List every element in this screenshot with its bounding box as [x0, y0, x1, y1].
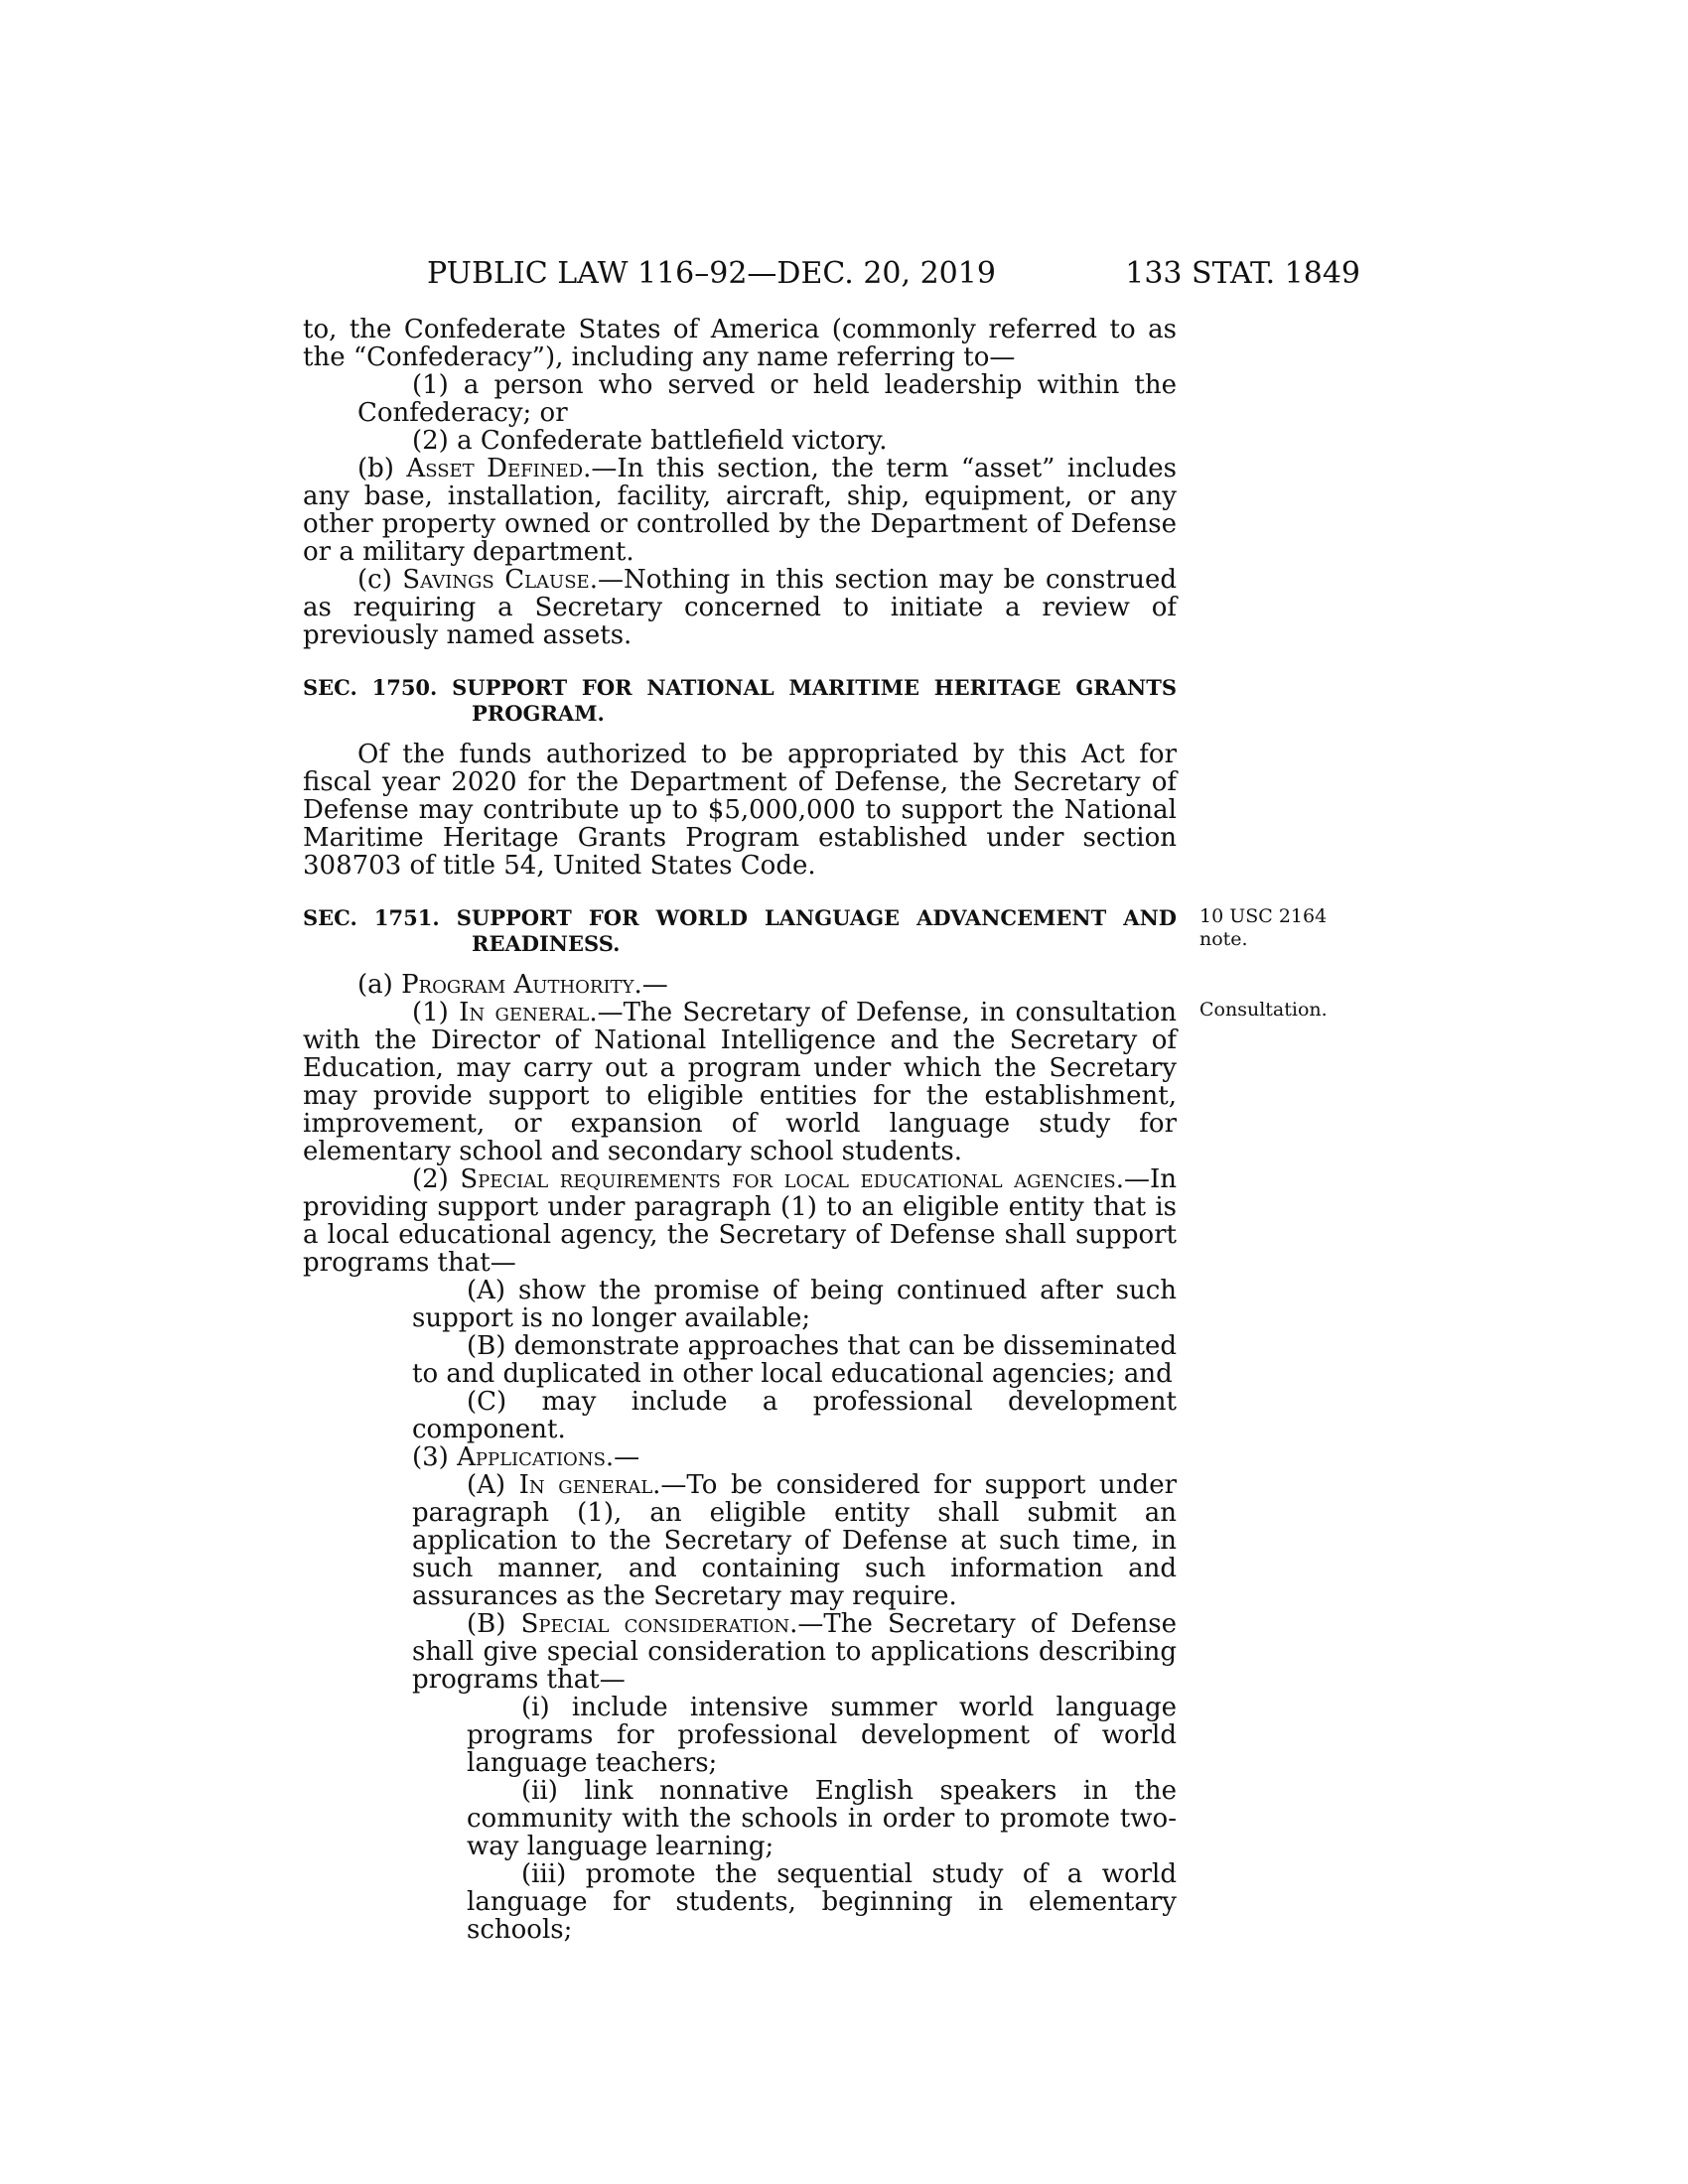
paragraph-a3-B-heading: Special consideration: [520, 1609, 790, 1639]
intro-paragraph: to, the Confederate States of America (commonly referred to as the “Confederacy”), including any name referring to—: [303, 315, 1177, 372]
paragraph-a1-label: (1): [412, 998, 460, 1027]
intro-item-2: (2) a Confederate battlefield victory.: [412, 426, 888, 456]
section-1751-heading-text: SEC. 1751. SUPPORT FOR WORLD LANGUAGE ADVANCEMENT AND READINESS.: [303, 905, 1177, 956]
paragraph-a1: [303, 998, 1328, 1166]
subsection-c-label: (c): [357, 565, 403, 595]
paragraph-a2-text: .—In providing support under paragraph (1) to an eligible entity that is a local educational agency, the Secretary of Defense shall support programs that—: [303, 1164, 1177, 1278]
paragraph-a3-label: (3): [412, 1442, 458, 1472]
paragraph-a2-A: (A) show the promise of being continued after such support is no longer available;: [412, 1276, 1177, 1333]
intro-item-1-text: (1) a person who served or held leadership within the Confederacy; or: [357, 370, 1177, 428]
subsection-a-label: (a): [357, 970, 402, 1000]
subsection-b-text: .—In this section, the term “asset” includes any base, installation, facility, aircraft, ship, equipment, or any other property owned or controlled by the Department of Defense or a military department.: [303, 454, 1177, 567]
subsection-a-tail: .—: [633, 970, 668, 1000]
clause-i: (i) include intensive summer world language programs for professional development of world language teachers;: [467, 1693, 1177, 1778]
paragraph-a3-tail: .—: [605, 1442, 640, 1472]
paragraph-a3-heading: Applications: [457, 1442, 606, 1472]
paragraph-a2-C: (C) may include a professional development component.: [412, 1387, 1177, 1444]
subsection-c-heading: Savings Clause: [402, 565, 590, 595]
paragraph-a2-heading: Special requirements for local educational agencies: [460, 1164, 1116, 1194]
running-header: [427, 256, 1360, 296]
paragraph-a3-A: [303, 1471, 1177, 1610]
paragraph-a1-heading: In general: [459, 998, 590, 1027]
paragraph-a3-B-label: (B): [467, 1609, 521, 1639]
section-1751-heading: [303, 905, 1328, 957]
subsection-b: [303, 455, 1177, 566]
subsection-b-heading: Asset Defined: [406, 454, 584, 483]
page-body: [303, 315, 1328, 1945]
paragraph-a3-A-heading: In general: [518, 1470, 653, 1500]
clause-iii: (iii) promote the sequential study of a world language for students, beginning in elementary schools;: [467, 1859, 1177, 1945]
section-1750-text: Of the funds authorized to be appropriated by this Act for fiscal year 2020 for the Department of Defense, the Secretary of Defense may contribute up to $5,000,000 to support the National Maritime Heritage Grants Program established under section 308703 of title 54, United States Code.: [303, 740, 1177, 881]
margin-note-usc: 10 USC 2164 note.: [1199, 905, 1328, 950]
paragraph-a3-B: [303, 1610, 1177, 1694]
subsection-b-label: (b): [357, 454, 407, 483]
subsection-a-heading: Program Authority: [401, 970, 634, 1000]
subsection-a: [303, 971, 1177, 999]
paragraph-a2: [303, 1165, 1177, 1277]
paragraph-a3: [303, 1443, 1177, 1471]
paragraph-a3-B-text: .—The Secretary of Defense shall give special consideration to applications describing programs that—: [412, 1609, 1177, 1695]
paragraph-a2-label: (2): [412, 1164, 461, 1194]
paragraph-a1-text: .—The Secretary of Defense, in consultation with the Director of National Intelligence and the Secretary of Education, may carry out a program under which the Secretary may provide support to eligible entities for the establishment, improvement, or expansion of world language study for elementary school and secondary school students.: [303, 998, 1178, 1166]
paragraph-a3-A-text: .—To be considered for support under paragraph (1), an eligible entity shall submit an application to the Secretary of Defense at such time, in such manner, and containing such information and assurances as the Secretary may require.: [412, 1470, 1178, 1611]
section-1750-heading: SEC. 1750. SUPPORT FOR NATIONAL MARITIME HERITAGE GRANTS PROGRAM.: [303, 675, 1177, 726]
paragraph-a2-B: (B) demonstrate approaches that can be disseminated to and duplicated in other local educational agencies; and: [412, 1331, 1177, 1389]
clause-ii: (ii) link nonnative English speakers in the community with the schools in order to promote two-way language learning;: [467, 1776, 1177, 1861]
subsection-c: [303, 566, 1177, 649]
stat-page-number: 133 STAT. 1849: [1125, 256, 1360, 291]
margin-note-consultation: Consultation.: [1199, 999, 1328, 1021]
subsection-c-text: .—Nothing in this section may be construed as requiring a Secretary concerned to initiate a review of previously named assets.: [303, 565, 1177, 650]
intro-item-1: [303, 371, 1177, 427]
law-title: PUBLIC LAW 116–92—DEC. 20, 2019: [427, 256, 996, 291]
paragraph-a3-A-label: (A): [467, 1470, 519, 1500]
